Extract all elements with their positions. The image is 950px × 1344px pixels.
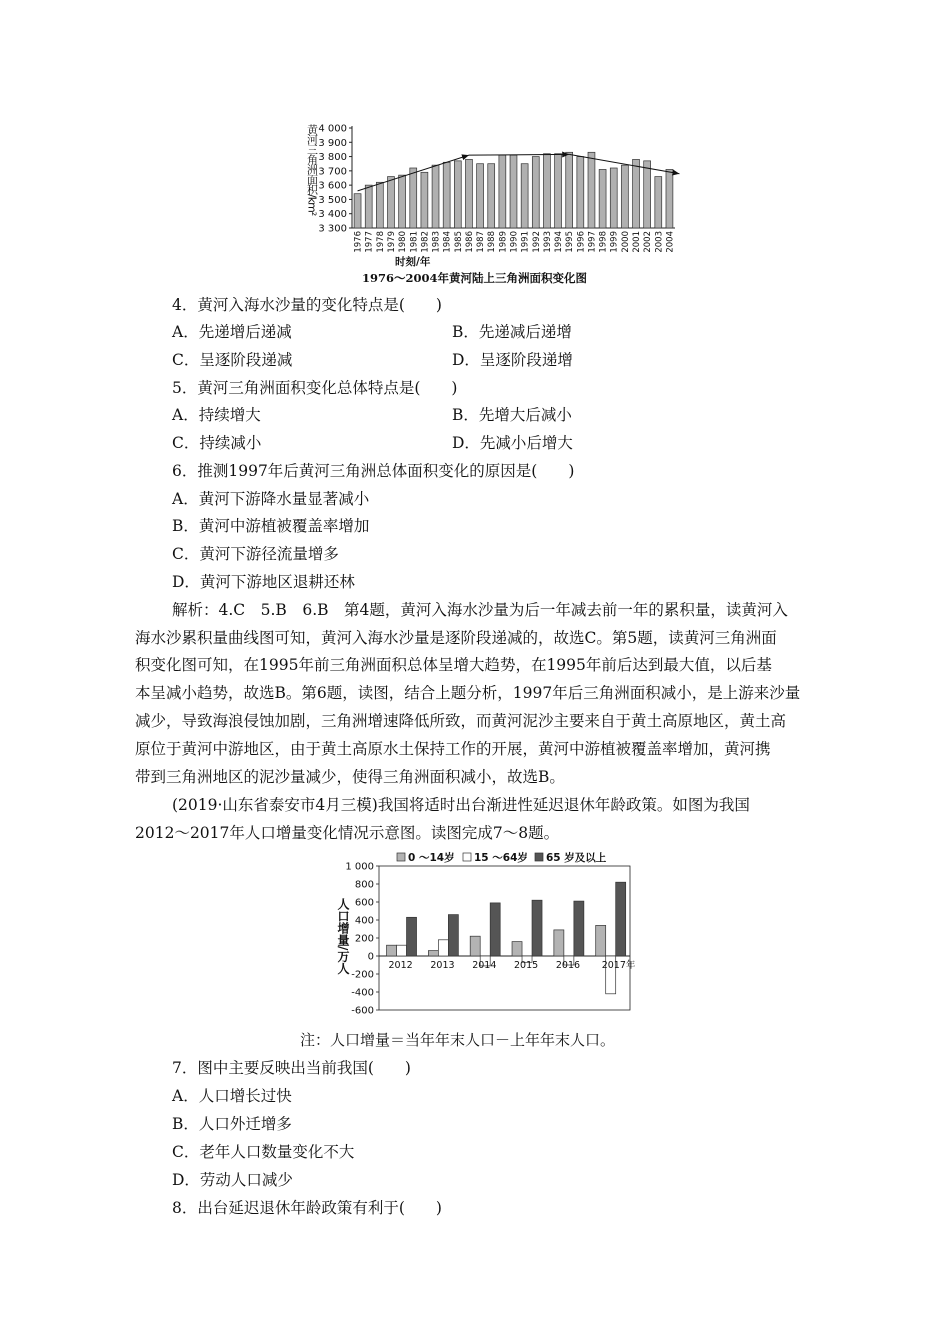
area-bar bbox=[577, 157, 584, 228]
analysis-line: 原位于黄河中游地区，由于黄土高原水土保持工作的开展，黄河中游植被覆盖率增加，黄河携 bbox=[135, 740, 771, 758]
y-tick-label: 600 bbox=[354, 897, 374, 909]
x-tick-label: 1978 bbox=[375, 231, 386, 253]
y-tick-label: 3 800 bbox=[318, 152, 347, 164]
q5-option-b[interactable]: B．先增大后减小 bbox=[452, 406, 572, 424]
x-tick-label: 1987 bbox=[476, 231, 487, 253]
q4-option-b[interactable]: B．先递减后递增 bbox=[452, 323, 572, 341]
area-bar bbox=[521, 164, 528, 228]
x-tick-label: 2013 bbox=[430, 960, 455, 971]
area-bar bbox=[499, 155, 506, 228]
q5-stem: 5．黄河三角洲面积变化总体特点是( ) bbox=[172, 379, 458, 397]
x-tick-label: 1977 bbox=[364, 231, 375, 253]
x-tick-label: 1985 bbox=[453, 231, 464, 253]
x-tick-label: 2012 bbox=[388, 960, 413, 971]
q7-stem: 7．图中主要反映出当前我国( ) bbox=[172, 1059, 411, 1077]
x-tick-label: 1998 bbox=[598, 231, 609, 253]
x-tick-label: 1999 bbox=[609, 231, 620, 253]
y-tick-label: 3 700 bbox=[318, 166, 347, 178]
q7-option-d[interactable]: D．劳动人口减少 bbox=[172, 1171, 293, 1189]
area-bar bbox=[555, 154, 562, 228]
analysis-line: 本呈减小趋势，故选B。第6题，读图，结合上题分析，1997年后三角洲面积减小，是上游来沙量 bbox=[135, 684, 801, 702]
x-axis-label: 时刻/年 bbox=[395, 256, 431, 268]
intro-line: (2019·山东省泰安市4月三模)我国将适时出台渐进性延迟退休年龄政策。如图为我国 bbox=[172, 796, 750, 814]
analysis-line: 解析：4.C 5.B 6.B 第4题，黄河入海水沙量为后一年减去前一年的累积量，读黄河入 bbox=[172, 601, 788, 619]
x-tick-label: 2015 bbox=[514, 960, 539, 971]
y-tick-label: 200 bbox=[354, 933, 374, 945]
population-bar bbox=[470, 936, 480, 956]
area-bar bbox=[365, 185, 372, 228]
area-bar bbox=[655, 177, 662, 228]
legend-label: 65 岁及以上 bbox=[546, 852, 607, 864]
x-tick-label: 2014 bbox=[472, 960, 497, 971]
area-bar bbox=[543, 154, 550, 228]
y-tick-label: 3 600 bbox=[318, 180, 347, 192]
chart1-title: 1976～2004年黄河陆上三角洲面积变化图 bbox=[362, 271, 588, 285]
x-tick-label: 1992 bbox=[531, 231, 542, 253]
population-bar bbox=[490, 903, 500, 956]
intro-line: 2012～2017年人口增量变化情况示意图。读图完成7～8题。 bbox=[135, 824, 560, 842]
population-increment-chart bbox=[335, 848, 655, 1020]
q5-option-d[interactable]: D．先减小后增大 bbox=[452, 434, 573, 452]
area-bar bbox=[588, 152, 595, 228]
y-tick-label: 3 300 bbox=[318, 223, 347, 235]
legend-swatch bbox=[397, 853, 405, 861]
area-bar bbox=[399, 175, 406, 228]
legend-label: 0 ～14岁 bbox=[408, 852, 455, 864]
area-bar bbox=[354, 194, 361, 228]
area-bar bbox=[465, 159, 472, 228]
x-tick-label: 2004 bbox=[665, 231, 676, 253]
x-tick-label: 1996 bbox=[576, 231, 587, 253]
x-tick-label: 1976 bbox=[353, 231, 364, 253]
population-bar bbox=[397, 945, 407, 956]
area-bar bbox=[599, 169, 606, 228]
analysis-line: 减少，导致海浪侵蚀加剧，三角洲增速降低所致，而黄河泥沙主要来自于黄土高原地区，黄土高 bbox=[135, 712, 787, 730]
population-bar bbox=[512, 942, 522, 956]
q6-option-c[interactable]: C．黄河下游径流量增多 bbox=[172, 545, 339, 563]
x-tick-label: 1984 bbox=[442, 231, 453, 253]
y-tick-label: 800 bbox=[354, 879, 374, 891]
area-bar bbox=[532, 157, 539, 228]
area-bar bbox=[488, 164, 495, 228]
y-tick-label: 3 400 bbox=[318, 209, 347, 221]
x-tick-label: 2000 bbox=[620, 231, 631, 253]
q4-stem: 4．黄河入海水沙量的变化特点是( ) bbox=[172, 296, 442, 314]
q6-option-b[interactable]: B．黄河中游植被覆盖率增加 bbox=[172, 517, 370, 535]
trend-arrow bbox=[469, 154, 569, 155]
legend-label: 15 ～64岁 bbox=[474, 852, 528, 864]
population-bar bbox=[387, 945, 397, 956]
y-tick-label: 0 bbox=[367, 951, 374, 963]
x-tick-label: 2003 bbox=[654, 231, 665, 253]
q7-option-c[interactable]: C．老年人口数量变化不大 bbox=[172, 1143, 355, 1161]
q6-stem: 6．推测1997年后黄河三角洲总体面积变化的原因是( ) bbox=[172, 462, 575, 480]
y-axis-label: 人口增量/万人 bbox=[336, 898, 350, 975]
legend-swatch bbox=[463, 853, 471, 861]
population-bar bbox=[428, 951, 438, 956]
y-tick-label: -400 bbox=[351, 987, 374, 999]
x-tick-label: 1983 bbox=[431, 231, 442, 253]
q5-option-c[interactable]: C．持续减小 bbox=[172, 434, 262, 452]
y-tick-label: 4 000 bbox=[318, 123, 347, 135]
area-bar bbox=[421, 172, 428, 228]
area-bar bbox=[666, 169, 673, 228]
x-tick-label: 1993 bbox=[542, 231, 553, 253]
area-bar bbox=[610, 168, 617, 228]
area-bar bbox=[376, 182, 383, 228]
q7-option-a[interactable]: A．人口增长过快 bbox=[172, 1087, 292, 1105]
y-tick-label: 3 900 bbox=[318, 137, 347, 149]
area-bar bbox=[621, 165, 628, 228]
population-bar bbox=[407, 917, 417, 956]
x-tick-label: 1994 bbox=[554, 231, 565, 253]
x-tick-label: 1991 bbox=[520, 231, 531, 253]
x-tick-label: 2016 bbox=[555, 960, 581, 971]
x-tick-label: 1988 bbox=[487, 231, 498, 253]
area-bar bbox=[510, 155, 517, 228]
x-tick-label: 1989 bbox=[498, 231, 509, 253]
x-tick-label: 1990 bbox=[509, 231, 520, 253]
q4-option-c[interactable]: C．呈逐阶段递减 bbox=[172, 351, 293, 369]
population-bar bbox=[574, 901, 584, 956]
area-bar bbox=[644, 161, 651, 228]
x-tick-label: 1997 bbox=[587, 231, 598, 253]
area-bar bbox=[454, 161, 461, 228]
y-axis-label: 黄河三角洲面积/km² bbox=[305, 124, 319, 216]
chart2-note: 注：人口增量＝当年年末人口－上年年末人口。 bbox=[300, 1031, 616, 1049]
x-tick-label: 1981 bbox=[409, 231, 420, 253]
area-bar bbox=[633, 159, 640, 228]
y-tick-label: 3 500 bbox=[318, 194, 347, 206]
x-tick-label: 1980 bbox=[398, 231, 409, 253]
analysis-line: 海水沙累积量曲线图可知，黄河入海水沙量是逐阶段递减的，故选C。第5题，读黄河三角洲面 bbox=[135, 629, 777, 647]
area-bar bbox=[432, 165, 439, 228]
analysis-line: 带到三角洲地区的泥沙量减少，使得三角洲面积减小，故选B。 bbox=[135, 768, 565, 786]
area-bar bbox=[443, 162, 450, 228]
y-tick-label: 400 bbox=[354, 915, 374, 927]
delta-area-chart bbox=[300, 118, 690, 268]
q4-option-d[interactable]: D．呈逐阶段递增 bbox=[452, 351, 573, 369]
population-bar bbox=[438, 940, 448, 956]
x-tick-label: 1979 bbox=[386, 231, 397, 253]
q6-option-d[interactable]: D．黄河下游地区退耕还林 bbox=[172, 573, 355, 591]
x-tick-label: 1995 bbox=[565, 231, 576, 253]
x-tick-label: 2002 bbox=[643, 231, 654, 253]
y-tick-label: -200 bbox=[351, 969, 374, 981]
population-bar bbox=[448, 915, 458, 956]
x-tick-label: 2001 bbox=[632, 231, 643, 253]
population-bar bbox=[596, 925, 606, 956]
x-tick-label: 2017年 bbox=[601, 960, 636, 971]
q7-option-b[interactable]: B．人口外迁增多 bbox=[172, 1115, 292, 1133]
q8-stem: 8．出台延迟退休年龄政策有利于( ) bbox=[172, 1199, 442, 1217]
q5-option-a[interactable]: A．持续增大 bbox=[172, 406, 261, 424]
x-tick-label: 1982 bbox=[420, 231, 431, 253]
area-bar bbox=[566, 152, 573, 228]
analysis-line: 积变化图可知，在1995年前三角洲面积总体呈增大趋势，在1995年前后达到最大值，以后基 bbox=[135, 656, 772, 674]
population-bar bbox=[616, 882, 626, 956]
legend-swatch bbox=[535, 853, 543, 861]
area-bar bbox=[388, 177, 395, 228]
q6-option-a[interactable]: A．黄河下游降水量显著减小 bbox=[172, 490, 370, 508]
y-tick-label: -600 bbox=[351, 1005, 374, 1017]
population-bar bbox=[554, 930, 564, 956]
x-tick-label: 1986 bbox=[464, 231, 475, 253]
area-bar bbox=[410, 168, 417, 228]
population-bar bbox=[532, 900, 542, 956]
y-tick-label: 1 000 bbox=[345, 861, 374, 873]
q4-option-a[interactable]: A．先递增后递减 bbox=[172, 323, 292, 341]
area-bar bbox=[477, 164, 484, 228]
